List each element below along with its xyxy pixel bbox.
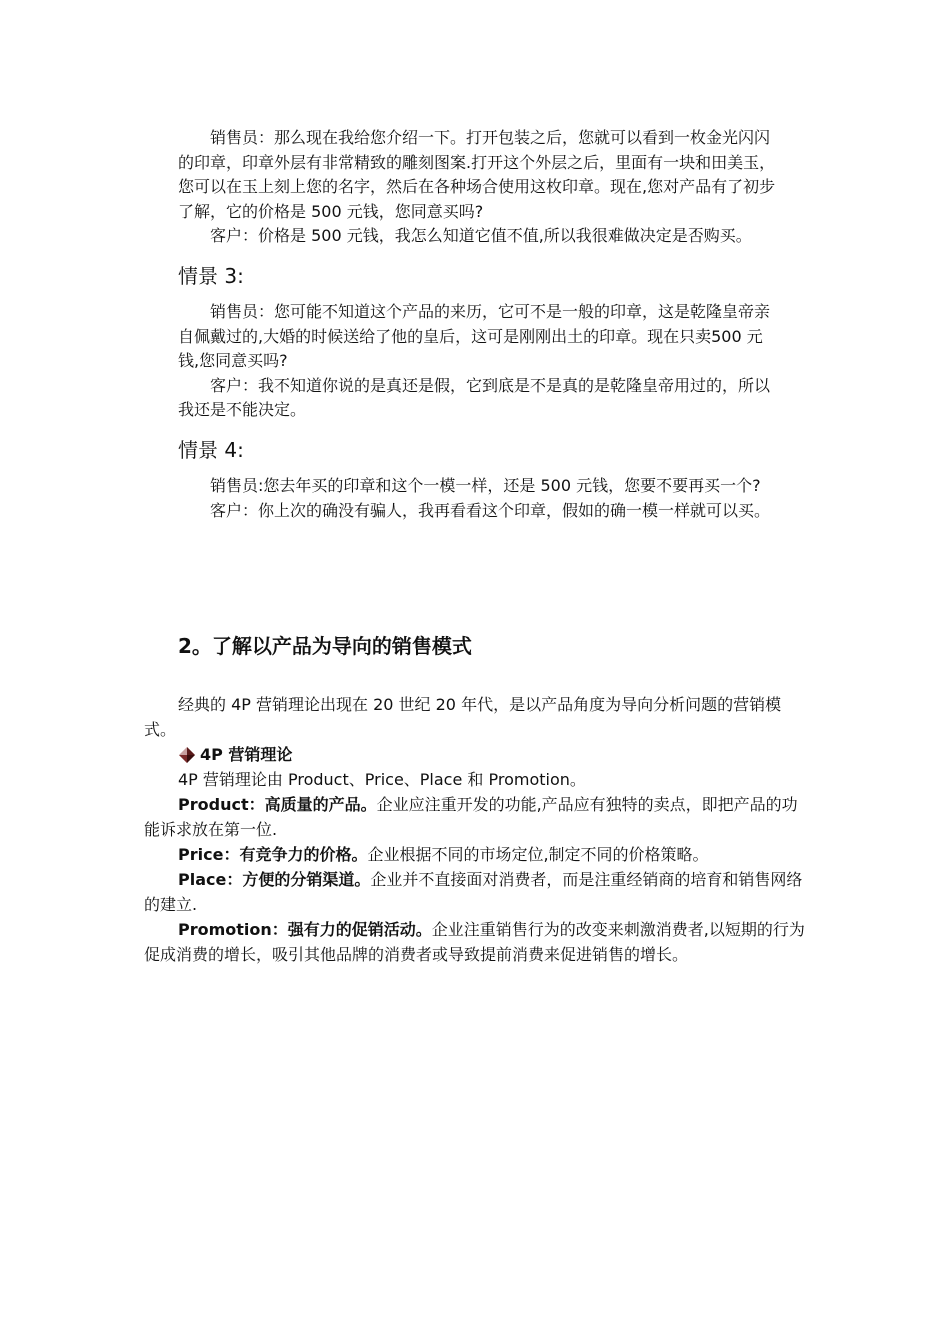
item-product	[144, 792, 808, 842]
bullet-heading-4p	[144, 742, 808, 767]
item-promotion-term: Promotion：强有力的促销活动。	[178, 920, 432, 939]
scene2-salesperson-line: 销售员：那么现在我给您介绍一下。打开包装之后，您就可以看到一枚金光闪闪的印章，印章外层有非常精致的雕刻图案.打开这个外层之后，里面有一块和田美玉，您可以在玉上刻上您的名字，然后在各种场合使用这枚印章。现在,您对产品有了初步了解，它的价格是 500 元钱，您同意买吗?	[178, 128, 776, 221]
section2-body	[144, 692, 808, 967]
item-place-text: 企业并不直接面对消费者，而是注重经销商的培育和销售网络的建立.	[144, 870, 803, 914]
section2-heading: 2。了解以产品为导向的销售模式	[178, 634, 472, 658]
item-promotion	[144, 917, 808, 967]
scene4-dialog	[178, 474, 778, 523]
scene4-salesperson-line: 销售员:您去年买的印章和这个一模一样，还是 500 元钱，您要不要再买一个?	[210, 476, 761, 495]
scene4-heading: 情景 4:	[178, 438, 244, 462]
scene3-heading: 情景 3:	[178, 264, 244, 288]
item-price-text: 企业根据不同的市场定位,制定不同的价格策略。	[367, 845, 709, 864]
section2-summary: 4P 营销理论由 Product、Price、Place 和 Promotion。	[178, 770, 586, 789]
item-product-term: Product：高质量的产品。	[178, 795, 377, 814]
item-promotion-text: 企业注重销售行为的改变来刺激消费者,以短期的行为促成消费的增长，吸引其他品牌的消费者或导致提前消费来促进销售的增长。	[144, 920, 805, 964]
scene3-customer-line: 客户：我不知道你说的是真还是假，它到底是不是真的是乾隆皇帝用过的，所以我还是不能决定。	[178, 375, 771, 419]
bullet-label: 4P 营销理论	[200, 745, 293, 764]
diamond-bullet-icon	[178, 746, 196, 764]
scene3-dialog	[178, 300, 778, 423]
item-place	[144, 867, 808, 917]
scene2-customer-line: 客户：价格是 500 元钱，我怎么知道它值不值,所以我很难做决定是否购买。	[210, 226, 752, 245]
scene4-customer-line: 客户：你上次的确没有骗人，我再看看这个印章，假如的确一模一样就可以买。	[210, 500, 771, 520]
section2-intro: 经典的 4P 营销理论出现在 20 世纪 20 年代，是以产品角度为导向分析问题的营销模式。	[144, 695, 782, 739]
scene2-dialog	[178, 126, 778, 249]
item-price	[144, 842, 808, 867]
item-product-text: 企业应注重开发的功能,产品应有独特的卖点，即把产品的功能诉求放在第一位.	[144, 795, 798, 839]
item-place-term: Place：方便的分销渠道。	[178, 870, 371, 889]
item-price-term: Price：有竞争力的价格。	[178, 845, 368, 864]
scene3-salesperson-line: 销售员：您可能不知道这个产品的来历，它可不是一般的印章，这是乾隆皇帝亲自佩戴过的,大婚的时候送给了他的皇后，这可是刚刚出土的印章。现在只卖500 元钱,您同意买吗?	[178, 302, 771, 370]
